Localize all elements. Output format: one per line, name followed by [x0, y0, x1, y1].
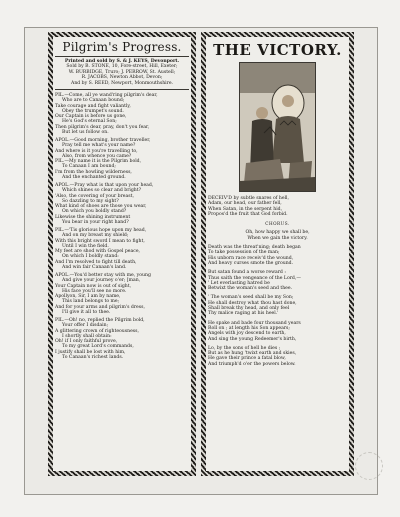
stanza — [208, 321, 347, 342]
verse-line: PIL.—Oh! no, replied the Pilgrim bold, — [55, 318, 145, 324]
poem-the-victory — [208, 196, 347, 367]
verse-line: To my great Lord's commands, — [62, 344, 134, 350]
verse-line: He spake and bade four thousand years — [208, 320, 301, 326]
stanza — [208, 245, 347, 266]
verse-line: To Canaan's richest lands. — [62, 354, 124, 360]
divider — [55, 89, 189, 90]
verse-line: And give your journey o'er; [man, — [62, 278, 141, 284]
stanza — [55, 318, 189, 360]
verse-line: But satan found a worse reward : — [208, 270, 286, 276]
stanza — [55, 93, 189, 135]
verse-line: Likewise the shining instrument — [55, 214, 131, 220]
verse-line: Our Captain is before us gone, — [55, 114, 127, 120]
stanza — [55, 273, 189, 315]
verse-line: You bear in your right hand? — [62, 219, 129, 225]
verse-line: I'm from the howling wilderness, — [55, 169, 132, 175]
stanza — [208, 346, 347, 367]
verse-line: Betwixt the woman's seed and thee. — [208, 286, 293, 292]
verse-line: Angels with joy descend to earth, — [208, 331, 286, 337]
verse-line: Thy malice raging at his heel.' — [208, 311, 279, 317]
verse-line: Apollyon, Sir, I am by name, — [55, 294, 121, 300]
library-stamp — [355, 452, 383, 480]
stanza — [208, 295, 347, 316]
verse-line: Death was the threat'ning; death began — [208, 245, 301, 251]
verse-line: And on my breast my shield; — [62, 233, 129, 239]
stanza — [208, 270, 347, 291]
verse-line: Shall break thy head, and only feel — [208, 306, 290, 312]
verse-line: APOL.—Good morning, brother traveller, — [55, 138, 151, 144]
verse-line: What kind of shoes are those you wear, — [55, 204, 147, 210]
verse-line: Propos'd the fruit that God forbid. — [208, 211, 288, 217]
verse-line: Obey the trumpet's sound. — [62, 108, 124, 114]
verse-line: And I'm resolved to fight till death, — [55, 259, 137, 265]
verse-line: Oh! if I only faithful prove, — [55, 339, 118, 345]
verse-line: When Satan, in the serpent hid, — [208, 206, 283, 212]
verse-line: APOL.—Pray what is that upon your head, — [55, 183, 154, 189]
divider — [55, 56, 189, 57]
verse-line: And win fair Canaan's land. — [62, 264, 127, 270]
chorus-label: CHORUS. — [265, 221, 290, 227]
verse-line: And for your arms and pilgrim's dress, — [55, 304, 145, 310]
verse-line: Thus saith the vengeance of the Lord,— — [208, 275, 301, 281]
verse-line: DECEIV'D by subtle snares of hell, — [208, 196, 289, 201]
imprint-line: Printed and sold by S. & J. KEYS, Devonport. — [64, 59, 180, 64]
imprint — [55, 59, 189, 86]
woodcut-image — [240, 63, 315, 191]
verse-line: I shortly shall obtain: — [62, 333, 112, 339]
verse-line: With this bright sword I mean to fight, — [55, 238, 145, 244]
verse-line: APOL.—You'd better stay with me, young — [55, 273, 151, 279]
verse-line: To Canaan I am bound; — [62, 164, 116, 170]
verse-line: On which you boldly stand? — [62, 209, 127, 215]
verse-line: This land belongs to me; — [62, 299, 120, 305]
left-panel — [48, 32, 196, 476]
poem-pilgrims-progress — [55, 93, 189, 360]
right-title: THE VICTORY. — [213, 41, 342, 59]
verse-line: Take courage and fight valiantly, — [55, 103, 131, 109]
imprint-line: And by S. REED, Newport, Monmouthshire. — [71, 80, 173, 86]
imprint-line: Sold by B. STONE, 10, Fore-street, Hill, Exeter; — [66, 64, 178, 70]
verse-line: His unborn race receiv'd the wound, — [208, 255, 294, 261]
verse-line: ' Let everlasting hatred be — [208, 280, 270, 286]
imprint-line: W. BURBIDGE, Truro; J. PERROW, St. Austell; — [68, 69, 176, 75]
stanza — [55, 138, 189, 180]
chorus — [208, 230, 347, 241]
verse-line: His face you'll see no more. — [62, 288, 127, 294]
stanza — [55, 228, 189, 270]
verse-line: PIL.—Come, all ye wand'ring pilgrim's dear, — [55, 93, 158, 99]
verse-line: And the enchanted ground. — [62, 174, 126, 180]
verse-line: Then pilgrim's dear, pray, don't you fear, — [55, 124, 150, 130]
verse-line: But let us follow on. — [62, 129, 109, 135]
verse-line: Pray tell me what's your name? — [62, 143, 136, 149]
verse-line: He gave their prince a fatal blow, — [208, 356, 286, 362]
verse-line: And sing the young Redeemer's birth, — [208, 336, 297, 342]
verse-line: Oh, how happy we shall be, — [245, 230, 310, 236]
verse-line: He's God's eternal Son; — [62, 119, 117, 125]
verse-line: Lo, by the sons of hell he dies ; — [208, 345, 281, 351]
verse-line: 'Also, the covering of your breast, — [55, 193, 134, 199]
verse-line: Adam, our head, our father fell, — [208, 201, 282, 207]
verse-line: Also, from whence you came? — [62, 153, 132, 159]
verse-line: ' The woman's seed shall be my Son; — [208, 295, 294, 301]
verse-line: And heavy curses smote the ground. — [208, 260, 294, 266]
verse-line: Who are to Canaan bound; — [62, 98, 125, 104]
verse-line: He shall destroy what thou hast done, — [208, 300, 297, 306]
stanza — [55, 183, 189, 225]
verse-line: And where is it you're travelling to, — [55, 148, 138, 154]
verse-line: But as he hung 'twixt earth and skies, — [208, 351, 297, 357]
verse-line: I justify shall be lost with him, — [55, 349, 126, 355]
verse-line: And triumph'd o'er the powers below. — [208, 361, 296, 367]
verse-line: PIL.—'Tis glorious hope upon my head, — [55, 228, 147, 234]
verse-line: Which shines so clear and bright? — [62, 188, 142, 194]
verse-line: Your offer I disdain; — [62, 323, 109, 329]
verse-line: When we gain the victory. — [247, 235, 308, 241]
stanza — [208, 196, 347, 217]
verse-line: PIL.—My name it is the Pilgrim bold, — [55, 159, 142, 165]
verse-line: Until I win the field. — [62, 243, 109, 249]
verse-line: So dazzling to my sight? — [62, 198, 119, 204]
verse-line: My feet are shod with Gospel peace, — [55, 249, 140, 255]
imprint-line: R. JACOBS, Newton Abbot, Devon; — [81, 75, 163, 81]
left-title: Pilgrim's Progress. — [62, 40, 182, 54]
woodcut-illustration — [239, 62, 316, 192]
verse-line: Your Captain now is out of sight, — [55, 283, 132, 289]
verse-line: Roll on ; at length his Son appears; — [208, 325, 290, 331]
right-panel — [201, 32, 354, 476]
verse-line: To take possession of the man; — [208, 250, 280, 256]
verse-line: A glittering crown of righteousness, — [55, 328, 139, 334]
verse-line: I'll give it all to thee. — [62, 309, 111, 315]
verse-line: On which I boldly stand: — [62, 254, 119, 260]
